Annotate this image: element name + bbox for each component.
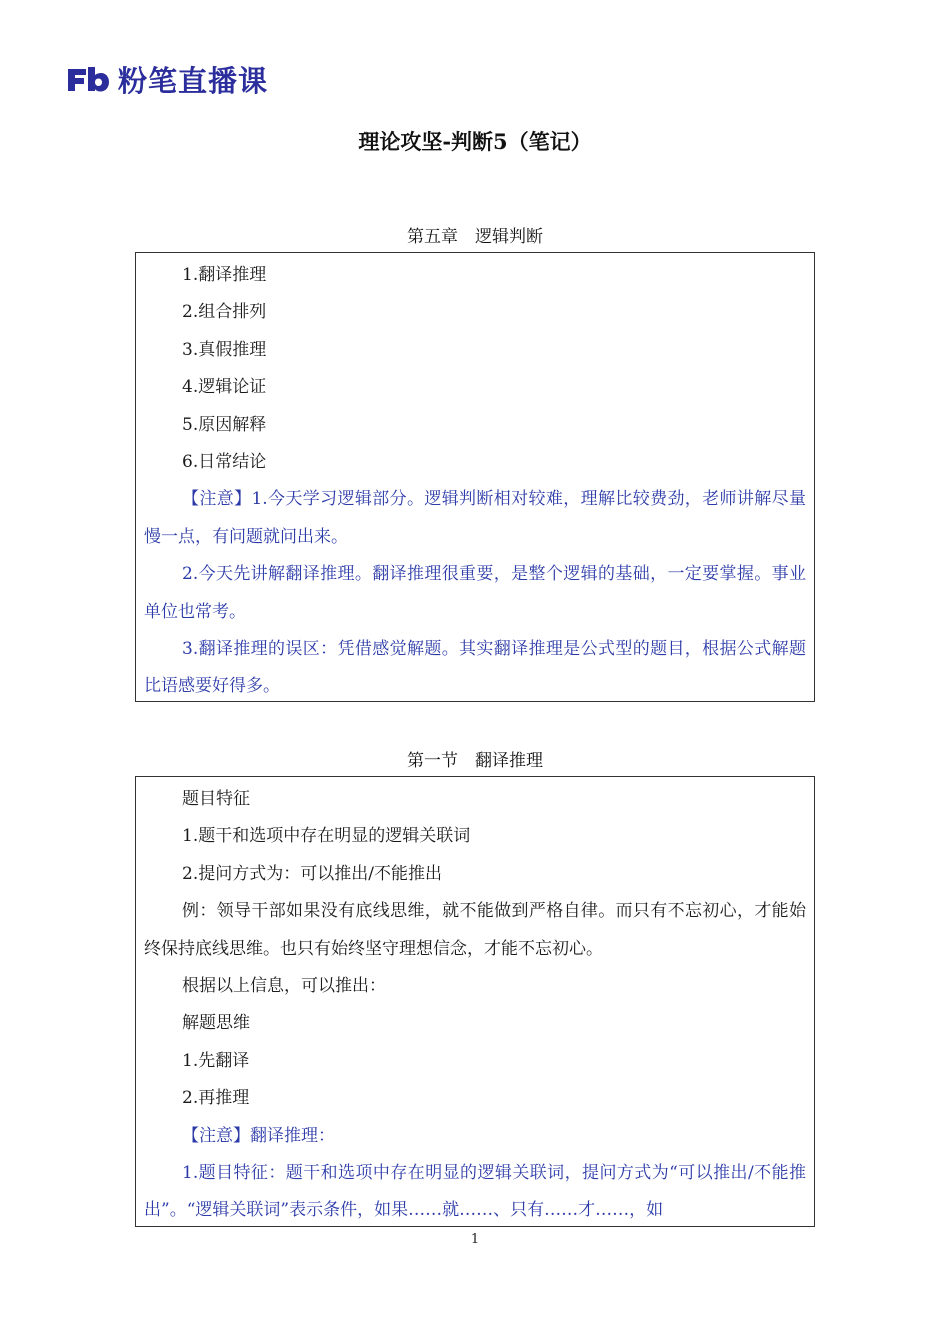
chapter-item: 5.原因解释 [182, 414, 267, 435]
document-title: 理论攻坚-判断5（笔记） [358, 129, 592, 154]
chapter-note: 【注意】1.今天学习逻辑部分。逻辑判断相对较难，理解比较费劲，老师讲解尽量慢一点，有问题就问出来。 [144, 489, 806, 547]
section-line: 1.题干和选项中存在明显的逻辑关联词 [182, 826, 471, 847]
chapter-item: 2.组合排列 [182, 302, 267, 323]
chapter-note: 2.今天先讲解翻译推理。翻译推理很重要，是整个逻辑的基础，一定要掌握。事业单位也常考。 [144, 564, 806, 622]
fb-logo-icon [66, 66, 110, 92]
chapter-item: 4.逻辑论证 [182, 377, 267, 398]
section-line: 解题思维 [182, 1013, 250, 1034]
chapter-item: 1.翻译推理 [182, 265, 267, 285]
page-number: 1 [470, 1232, 480, 1247]
section-box [135, 776, 815, 1227]
section-heading: 第一节 翻译推理 [407, 751, 543, 771]
example-text: 例：领导干部如果没有底线思维，就不能做到严格自律。而只有不忘初心，才能始终保持底线思维。也只有始终坚守理想信念，才能不忘初心。 [144, 901, 806, 959]
section-line: 2.再推理 [182, 1088, 250, 1109]
chapter-note: 3.翻译推理的误区：凭借感觉解题。其实翻译推理是公式型的题目，根据公式解题比语感要好得多。 [144, 639, 806, 697]
chapter-item: 3.真假推理 [182, 339, 267, 360]
brand-name: 粉笔直播课 [118, 63, 269, 98]
brand-logo [66, 62, 268, 96]
chapter-box [135, 252, 815, 702]
section-note: 1.题目特征：题干和选项中存在明显的逻辑关联词，提问方式为“可以推出/不能推出”。“逻辑关联词”表示条件，如果……就……、只有……才……，如 [144, 1163, 806, 1221]
section-line: 根据以上信息，可以推出： [182, 976, 386, 997]
chapter-item: 6.日常结论 [182, 452, 267, 473]
section-line: 2.提问方式为：可以推出/不能推出 [182, 863, 442, 884]
section-note: 【注意】翻译推理： [182, 1125, 335, 1146]
section-line: 1.先翻译 [182, 1050, 250, 1071]
chapter-heading: 第五章 逻辑判断 [407, 227, 543, 247]
section-line: 题目特征 [182, 789, 250, 809]
